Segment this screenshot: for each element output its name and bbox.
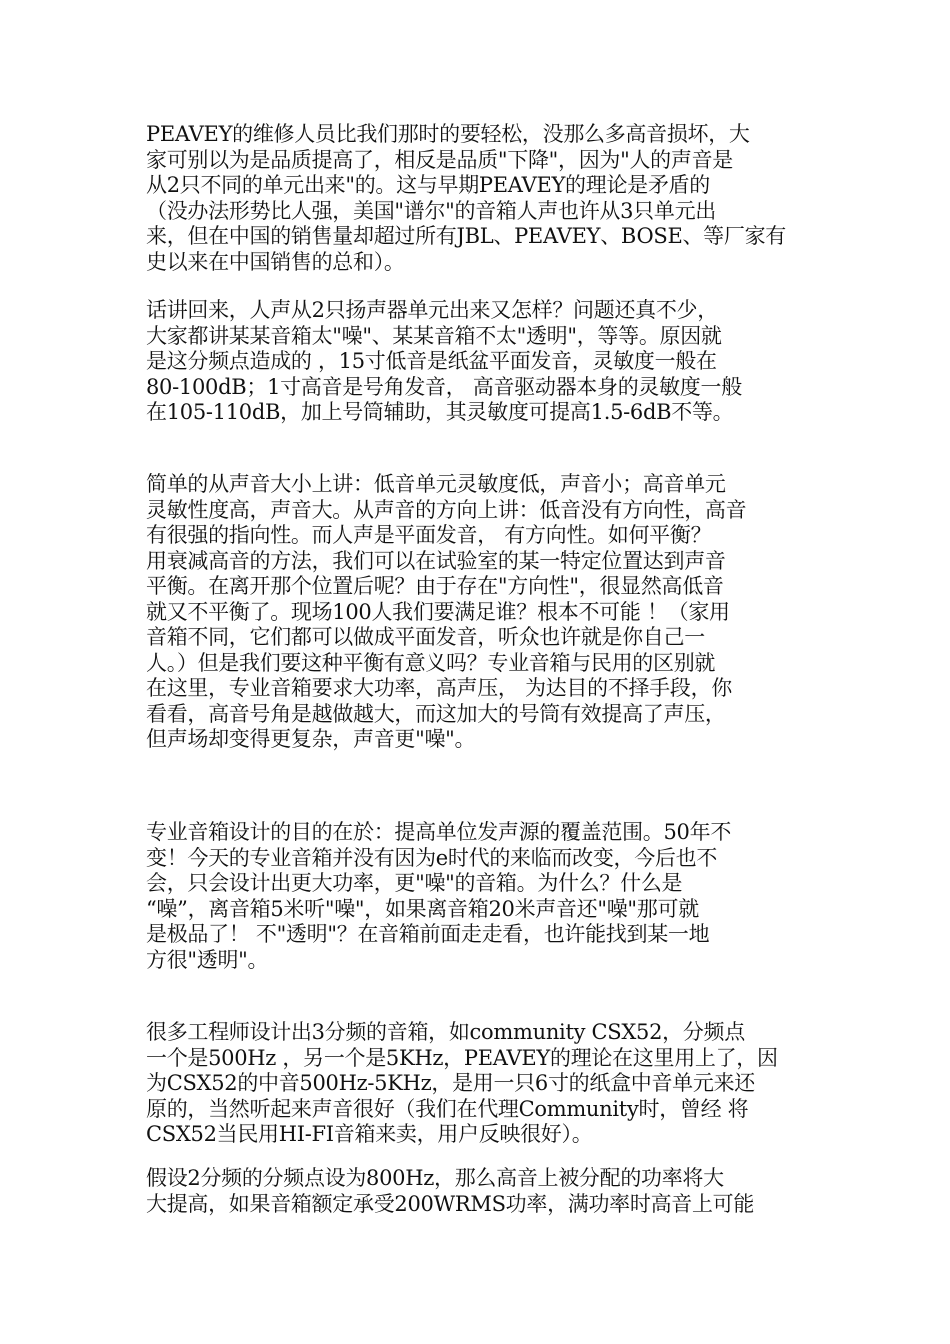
text-line: “噪”，离音箱5米听"噪"，如果离音箱20米声音还"噪"那可就 [146,896,699,921]
text-line: 就又不平衡了。现场100人我们要满足谁？根本不可能 ！（家用 [146,599,730,624]
text-line: 简单的从声音大小上讲：低音单元灵敏度低，声音小；高音单元 [146,472,726,496]
text-line: 话讲回来，人声从2只扬声器单元出来又怎样？问题还真不少， [146,298,718,322]
text-line: CSX52当民用HI-FI音箱来卖，用户反映很好）。 [146,1122,593,1146]
text-line: 灵敏性度高，声音大。从声音的方向上讲：低音没有方向性，高音 [146,497,747,522]
text-line: 来，但在中国的销售量却超过所有JBL、PEAVEY、BOSE、等厂家有 [146,224,786,248]
text-line: 会，只会设计出更大功率，更"噪"的音箱。为什么？什么是 [146,871,683,895]
text-line: 有很强的指向性。而人声是平面发音， 有方向性。如何平衡？ [146,523,712,547]
text-line: 专业音箱设计的目的在於：提高单位发声源的覆盖范围。50年不 [146,820,732,844]
text-line: 是极品了！ 不"透明"？在音箱前面走走看，也许能找到某一地 [146,922,710,946]
text-line: 在105-110dB，加上号筒辅助，其灵敏度可提高1.5-6dB不等。 [146,400,734,424]
text-line: 大提高，如果音箱额定承受200WRMS功率，满功率时高音上可能 [146,1191,755,1216]
text-line: 史以来在中国销售的总和）。 [146,249,405,274]
text-line: 是这分频点造成的 ，15寸低音是纸盆平面发音，灵敏度一般在 [146,349,717,373]
paragraph-2 [146,298,808,426]
paragraph-1 [146,122,808,275]
text-line: 原的，当然听起来声音很好（我们在代理Community时，曾经 将 [146,1096,749,1121]
text-line: （没办法形势比人强，美国"谱尔"的音箱人声也许从3只单元出 [146,198,716,223]
text-line: 从2只不同的单元出来"的。这与早期PEAVEY的理论是矛盾的 [146,173,710,197]
text-line: 平衡。在离开那个位置后呢？由于存在"方向性"，很显然高低音 [146,574,724,598]
paragraph-4 [146,820,808,973]
text-line: 为CSX52的中音500Hz-5KHz，是用一只6寸的纸盒中音单元来还 [146,1071,755,1095]
text-line: 看看，高音号角是越做越大，而这加大的号筒有效提高了声压， [146,701,726,726]
text-line: 但声场却变得更复杂，声音更"噪"。 [146,727,476,751]
text-line: 人。）但是我们要这种平衡有意义吗？专业音箱与民用的区别就 [146,650,716,675]
text-line: 80-100dB；1寸高音是号角发音， 高音驱动器本身的灵敏度一般 [146,374,742,399]
text-line: 家可别以为是品质提高了，相反是品质"下降"，因为"人的声音是 [146,147,733,172]
paragraph-5 [146,1020,808,1148]
text-line: PEAVEY的维修人员比我们那时的要轻松，没那么多高音损坏，大 [146,122,750,146]
text-line: 大家都讲某某音箱太"噪"、某某音箱不太"透明"，等等。原因就 [146,323,722,348]
text-line: 方很"透明"。 [146,947,269,972]
paragraph-3 [146,472,808,753]
text-line: 在这里，专业音箱要求大功率，高声压， 为达目的不择手段，你 [146,676,732,700]
paragraph-6 [146,1166,808,1217]
text-line: 很多工程师设计出3分频的音箱，如community CSX52，分频点 [146,1020,745,1044]
text-line: 一个是500Hz ，另一个是5KHz，PEAVEY的理论在这里用上了，因 [146,1045,778,1070]
text-line: 假设2分频的分频点设为800Hz，那么高音上被分配的功率将大 [146,1166,724,1190]
text-line: 音箱不同，它们都可以做成平面发音，听众也许就是你自己一 [146,625,705,649]
text-line: 用衰减高音的方法，我们可以在试验室的某一特定位置达到声音 [146,548,726,573]
text-line: 变！今天的专业音箱并没有因为e时代的来临而改变，今后也不 [146,845,718,870]
